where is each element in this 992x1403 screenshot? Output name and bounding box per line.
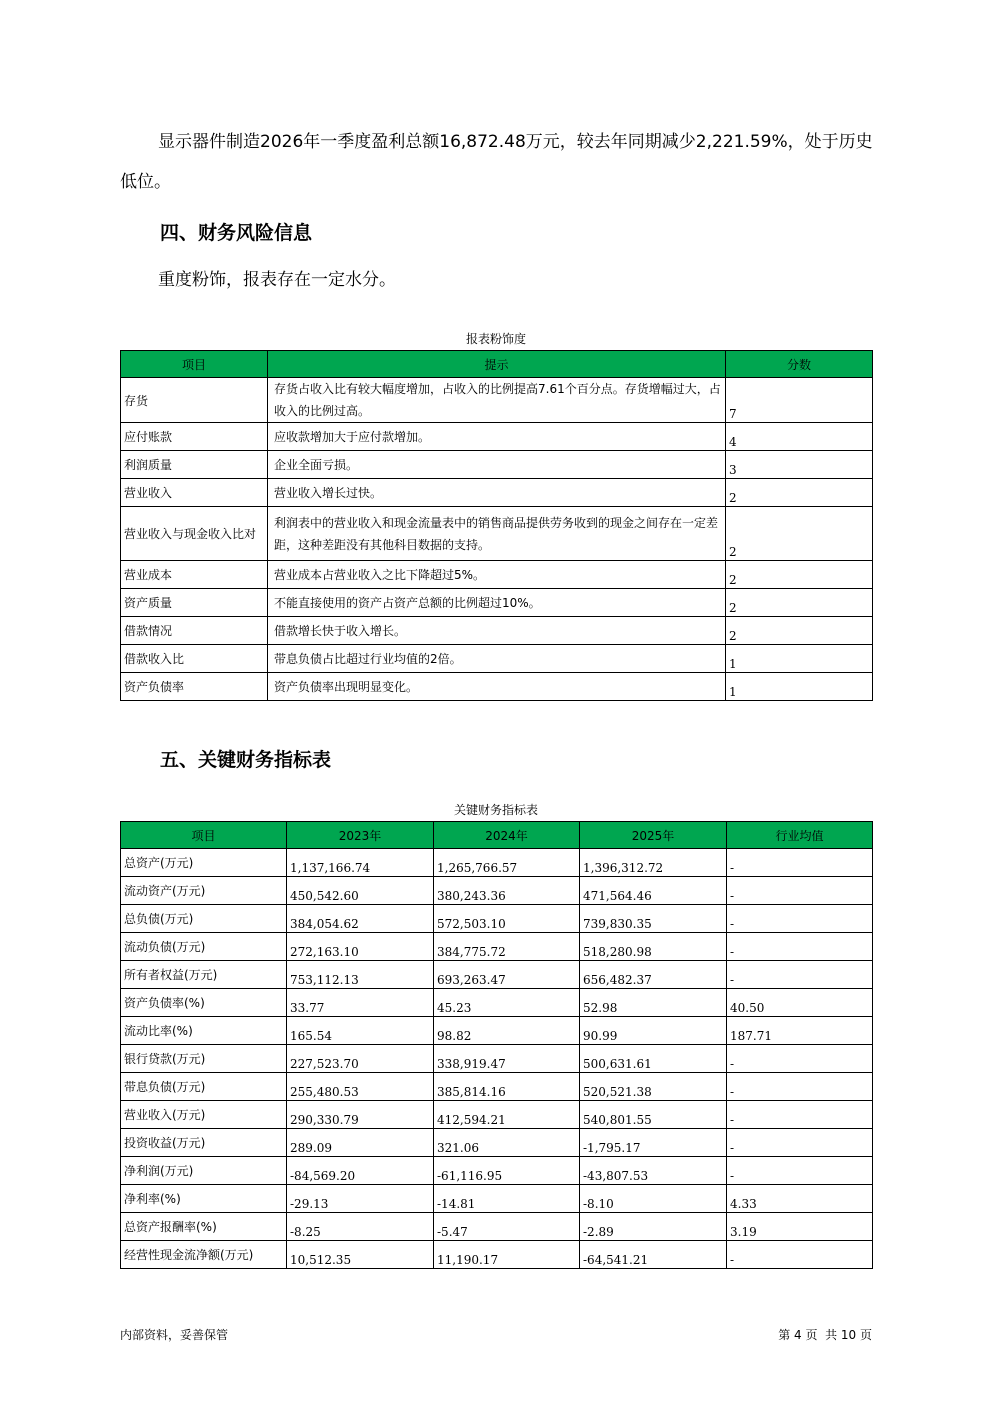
risk-score-cell: 2 [726, 561, 873, 589]
kpi-item-cell: 银行贷款(万元) [121, 1045, 287, 1073]
kpi-2024-cell: 45.23 [434, 989, 580, 1017]
kpi-industry-avg-cell: - [727, 877, 873, 905]
kpi-2024-cell: 338,919.47 [434, 1045, 580, 1073]
column-header: 分数 [726, 351, 873, 378]
kpi-item-cell: 总资产(万元) [121, 849, 287, 877]
kpi-2023-cell: 290,330.79 [287, 1101, 434, 1129]
kpi-industry-avg-cell: 187.71 [727, 1017, 873, 1045]
kpi-industry-avg-cell: - [727, 905, 873, 933]
kpi-2025-cell: 518,280.98 [580, 933, 727, 961]
kpi-item-cell: 总资产报酬率(%) [121, 1213, 287, 1241]
risk-hint-cell: 借款增长快于收入增长。 [268, 617, 726, 645]
intro-line-1: 显示器件制造2026年一季度盈利总额16,872.48万元，较去年同期减少2,221.59%，处于历史 [158, 132, 873, 152]
kpi-2025-cell: 90.99 [580, 1017, 727, 1045]
risk-table-row [121, 451, 873, 479]
kpi-industry-avg-cell: 4.33 [727, 1185, 873, 1213]
kpi-item-cell: 所有者权益(万元) [121, 961, 287, 989]
kpi-2024-cell: -14.81 [434, 1185, 580, 1213]
kpi-2023-cell: 289.09 [287, 1129, 434, 1157]
kpi-2024-cell: 98.82 [434, 1017, 580, 1045]
risk-score-cell: 3 [726, 451, 873, 479]
kpi-table-caption: 关键财务指标表 [453, 803, 538, 817]
risk-item-cell: 借款情况 [121, 617, 268, 645]
kpi-2025-cell: 1,396,312.72 [580, 849, 727, 877]
kpi-table-row [121, 1241, 873, 1269]
kpi-2024-cell: 385,814.16 [434, 1073, 580, 1101]
kpi-table-row [121, 933, 873, 961]
kpi-table-row [121, 1129, 873, 1157]
kpi-table-row [121, 1185, 873, 1213]
kpi-2023-cell: 33.77 [287, 989, 434, 1017]
section-5-heading: 五、关键财务指标表 [160, 749, 332, 771]
risk-hint-cell: 应收款增加大于应付款增加。 [268, 423, 726, 451]
kpi-industry-avg-cell: - [727, 1101, 873, 1129]
kpi-table-row [121, 849, 873, 877]
kpi-industry-avg-cell: 3.19 [727, 1213, 873, 1241]
kpi-2024-cell: 412,594.21 [434, 1101, 580, 1129]
column-header: 2025年 [580, 822, 727, 849]
risk-hint-cell: 不能直接使用的资产占资产总额的比例超过10%。 [268, 589, 726, 617]
kpi-item-cell: 营业收入(万元) [121, 1101, 287, 1129]
kpi-item-cell: 净利率(%) [121, 1185, 287, 1213]
kpi-table-row [121, 1017, 873, 1045]
column-header: 项目 [121, 351, 268, 378]
kpi-table-header [121, 822, 873, 849]
kpi-table [120, 821, 873, 1269]
risk-table-caption: 报表粉饰度 [465, 332, 526, 346]
kpi-table-row [121, 905, 873, 933]
footer-page-number: 第 4 页 共 10 页 [778, 1328, 872, 1342]
risk-item-cell: 利润质量 [121, 451, 268, 479]
kpi-2025-cell: -64,541.21 [580, 1241, 727, 1269]
kpi-2024-cell: 321.06 [434, 1129, 580, 1157]
risk-table-row [121, 378, 873, 423]
footer-confidential: 内部资料，妥善保管 [120, 1328, 229, 1342]
risk-item-cell: 营业成本 [121, 561, 268, 589]
kpi-table-row [121, 877, 873, 905]
risk-score-cell: 1 [726, 673, 873, 701]
risk-score-cell: 4 [726, 423, 873, 451]
kpi-table-row [121, 1045, 873, 1073]
kpi-2024-cell: 693,263.47 [434, 961, 580, 989]
risk-item-cell: 营业收入与现金收入比对 [121, 507, 268, 561]
kpi-2024-cell: -61,116.95 [434, 1157, 580, 1185]
kpi-industry-avg-cell: - [727, 1073, 873, 1101]
kpi-2023-cell: -29.13 [287, 1185, 434, 1213]
kpi-2023-cell: 255,480.53 [287, 1073, 434, 1101]
risk-item-cell: 存货 [121, 378, 268, 423]
risk-table [120, 350, 873, 701]
kpi-2024-cell: 1,265,766.57 [434, 849, 580, 877]
risk-item-cell: 应付账款 [121, 423, 268, 451]
kpi-2023-cell: 753,112.13 [287, 961, 434, 989]
kpi-table-row [121, 1101, 873, 1129]
kpi-table-row [121, 961, 873, 989]
risk-score-cell: 2 [726, 479, 873, 507]
risk-table-row [121, 423, 873, 451]
kpi-2023-cell: 272,163.10 [287, 933, 434, 961]
kpi-2024-cell: 380,243.36 [434, 877, 580, 905]
column-header: 2024年 [434, 822, 580, 849]
kpi-2024-cell: -5.47 [434, 1213, 580, 1241]
kpi-2023-cell: 227,523.70 [287, 1045, 434, 1073]
kpi-item-cell: 经营性现金流净额(万元) [121, 1241, 287, 1269]
column-header: 项目 [121, 822, 287, 849]
kpi-2025-cell: 471,564.46 [580, 877, 727, 905]
kpi-industry-avg-cell: - [727, 1129, 873, 1157]
risk-table-row [121, 617, 873, 645]
risk-hint-cell: 利润表中的营业收入和现金流量表中的销售商品提供劳务收到的现金之间存在一定差距，这种差距没有其他科目数据的支持。 [268, 507, 726, 561]
kpi-item-cell: 总负债(万元) [121, 905, 287, 933]
risk-score-cell: 7 [726, 378, 873, 423]
kpi-2024-cell: 572,503.10 [434, 905, 580, 933]
kpi-2025-cell: 540,801.55 [580, 1101, 727, 1129]
risk-hint-cell: 营业成本占营业收入之比下降超过5%。 [268, 561, 726, 589]
risk-item-cell: 营业收入 [121, 479, 268, 507]
kpi-2023-cell: 384,054.62 [287, 905, 434, 933]
kpi-2023-cell: -8.25 [287, 1213, 434, 1241]
kpi-industry-avg-cell: - [727, 933, 873, 961]
kpi-industry-avg-cell: - [727, 1157, 873, 1185]
kpi-2025-cell: 739,830.35 [580, 905, 727, 933]
risk-table-row [121, 561, 873, 589]
risk-hint-cell: 企业全面亏损。 [268, 451, 726, 479]
risk-summary: 重度粉饰，报表存在一定水分。 [158, 270, 396, 290]
kpi-2025-cell: 52.98 [580, 989, 727, 1017]
kpi-item-cell: 带息负债(万元) [121, 1073, 287, 1101]
kpi-industry-avg-cell: - [727, 961, 873, 989]
kpi-table-row [121, 989, 873, 1017]
kpi-industry-avg-cell: 40.50 [727, 989, 873, 1017]
kpi-table-row [121, 1213, 873, 1241]
kpi-2025-cell: -43,807.53 [580, 1157, 727, 1185]
risk-item-cell: 资产质量 [121, 589, 268, 617]
risk-score-cell: 2 [726, 617, 873, 645]
risk-item-cell: 资产负债率 [121, 673, 268, 701]
risk-table-row [121, 645, 873, 673]
risk-table-header [121, 351, 873, 378]
column-header: 行业均值 [727, 822, 873, 849]
kpi-2023-cell: 1,137,166.74 [287, 849, 434, 877]
kpi-industry-avg-cell: - [727, 1045, 873, 1073]
kpi-2024-cell: 384,775.72 [434, 933, 580, 961]
kpi-table-row [121, 1073, 873, 1101]
kpi-2025-cell: 500,631.61 [580, 1045, 727, 1073]
risk-table-row [121, 673, 873, 701]
kpi-2023-cell: 10,512.35 [287, 1241, 434, 1269]
column-header: 提示 [268, 351, 726, 378]
kpi-item-cell: 投资收益(万元) [121, 1129, 287, 1157]
risk-score-cell: 2 [726, 589, 873, 617]
kpi-industry-avg-cell: - [727, 1241, 873, 1269]
kpi-item-cell: 流动资产(万元) [121, 877, 287, 905]
risk-table-row [121, 479, 873, 507]
kpi-table-row [121, 1157, 873, 1185]
kpi-item-cell: 流动负债(万元) [121, 933, 287, 961]
kpi-2025-cell: -1,795.17 [580, 1129, 727, 1157]
kpi-industry-avg-cell: - [727, 849, 873, 877]
intro-line-2: 低位。 [120, 172, 171, 192]
risk-item-cell: 借款收入比 [121, 645, 268, 673]
kpi-2024-cell: 11,190.17 [434, 1241, 580, 1269]
risk-hint-cell: 存货占收入比有较大幅度增加，占收入的比例提高7.61个百分点。存货增幅过大，占收入的比例过高。 [268, 378, 726, 423]
risk-score-cell: 2 [726, 507, 873, 561]
kpi-2025-cell: -2.89 [580, 1213, 727, 1241]
risk-table-row [121, 507, 873, 561]
risk-hint-cell: 带息负债占比超过行业均值的2倍。 [268, 645, 726, 673]
risk-score-cell: 1 [726, 645, 873, 673]
intro-paragraph [120, 122, 880, 202]
kpi-2023-cell: -84,569.20 [287, 1157, 434, 1185]
kpi-item-cell: 流动比率(%) [121, 1017, 287, 1045]
kpi-item-cell: 资产负债率(%) [121, 989, 287, 1017]
risk-table-row [121, 589, 873, 617]
kpi-2025-cell: 520,521.38 [580, 1073, 727, 1101]
column-header: 2023年 [287, 822, 434, 849]
kpi-2025-cell: 656,482.37 [580, 961, 727, 989]
kpi-2023-cell: 165.54 [287, 1017, 434, 1045]
kpi-2023-cell: 450,542.60 [287, 877, 434, 905]
kpi-item-cell: 净利润(万元) [121, 1157, 287, 1185]
risk-hint-cell: 资产负债率出现明显变化。 [268, 673, 726, 701]
risk-hint-cell: 营业收入增长过快。 [268, 479, 726, 507]
kpi-2025-cell: -8.10 [580, 1185, 727, 1213]
section-4-heading: 四、财务风险信息 [160, 222, 313, 244]
